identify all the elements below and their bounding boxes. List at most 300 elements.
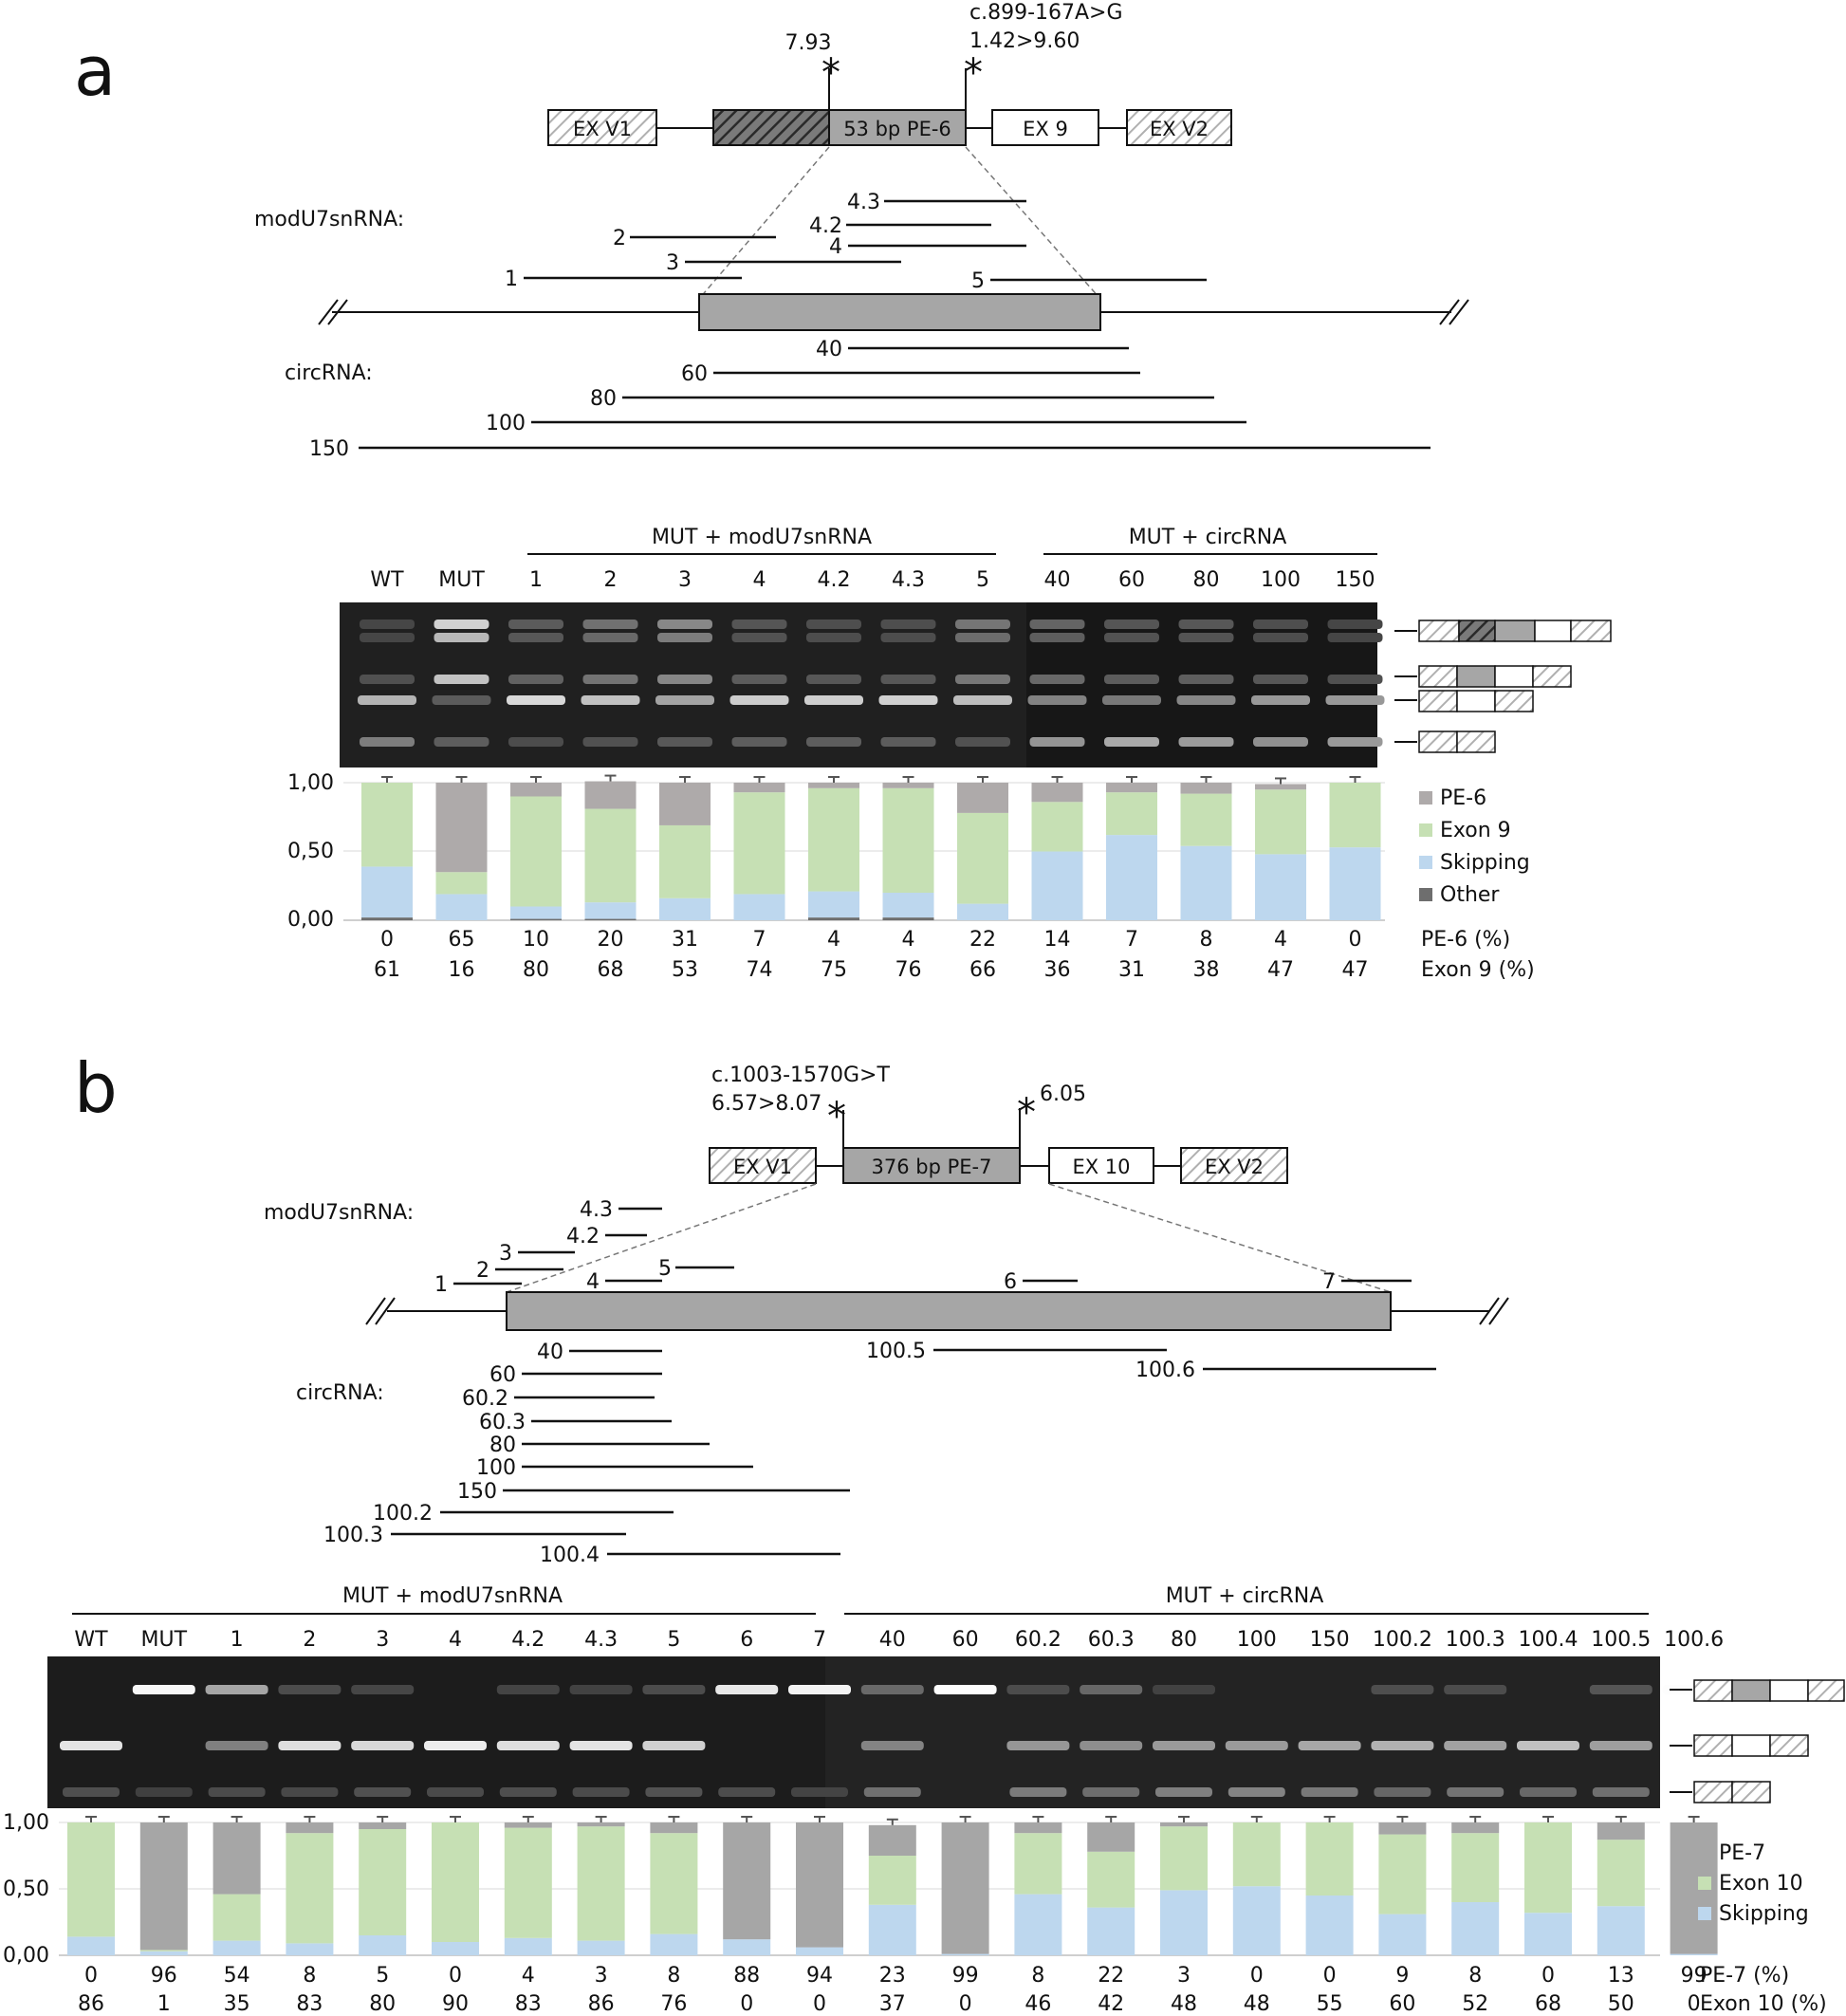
circ-label-item: 40 — [537, 1341, 563, 1364]
row-value: 3 — [594, 1964, 608, 1988]
gel-band — [861, 1685, 924, 1694]
bar-segment-skipping — [1306, 1896, 1354, 1955]
row-value: 7 — [1125, 928, 1138, 952]
pseudoexon-zoom — [507, 1292, 1391, 1330]
exon-label: EX V2 — [1149, 118, 1209, 140]
gel-band — [1080, 1741, 1142, 1750]
gel-band — [278, 1685, 341, 1694]
gel-band — [1030, 633, 1085, 642]
bar-segment-pe-6 — [1181, 783, 1232, 794]
circ-label-item: 100.5 — [866, 1340, 926, 1363]
bar-segment-skipping — [957, 904, 1008, 920]
oligo-label: 3 — [499, 1242, 512, 1266]
gel-band — [881, 675, 936, 684]
row-value: 0 — [813, 1992, 826, 2016]
bar-segment-exon-10 — [1160, 1826, 1208, 1890]
gel-lane-label: 6 — [740, 1628, 754, 1652]
row-value: 88 — [733, 1964, 761, 1988]
bar-segment-exon-9 — [1106, 792, 1157, 835]
gel-lane-label: 40 — [878, 1628, 906, 1652]
gel-band — [583, 737, 638, 747]
circ-label-item: 100 — [486, 412, 526, 435]
gel-lane-label: 80 — [1192, 568, 1220, 592]
row-value: 36 — [1043, 958, 1071, 982]
bar-segment-pe-7 — [578, 1822, 625, 1826]
gel-lane-label: 7 — [813, 1628, 826, 1652]
y-tick-label: 0,50 — [3, 1877, 49, 1901]
gel-band — [497, 1741, 560, 1750]
gel-lane-label: 100.3 — [1445, 1628, 1505, 1652]
gel-lane-label: 150 — [1335, 568, 1375, 592]
gel-lane-label: 150 — [1309, 1628, 1350, 1652]
panel-b-letter: b — [74, 1048, 118, 1128]
gel-band — [1520, 1787, 1577, 1797]
row-value: 74 — [746, 958, 773, 982]
gel-lane-label: 1 — [529, 568, 543, 592]
intron-retained-region — [713, 110, 829, 145]
gel-lane-label: 100.6 — [1664, 1628, 1725, 1652]
bar-segment-skipping — [659, 898, 711, 920]
row-value: 8 — [667, 1964, 681, 1988]
bar-segment-pe-6 — [510, 783, 562, 797]
gel-band — [804, 695, 863, 705]
bar-segment-skipping — [1255, 854, 1306, 920]
row-value: 68 — [1535, 1992, 1561, 2016]
row-value: 8 — [303, 1964, 317, 1988]
gel-band — [354, 1787, 411, 1797]
row-value: 76 — [660, 1992, 688, 2016]
gene-diagram-a — [548, 1, 1231, 299]
circ-label-item: 150 — [309, 437, 349, 461]
row-value: 4 — [827, 928, 840, 952]
row-value: 31 — [1118, 958, 1145, 982]
row-value: 8 — [1468, 1964, 1483, 1988]
gel-band — [1006, 1741, 1069, 1750]
circ-label-item: 100.3 — [323, 1524, 383, 1547]
bar-segment-pe-6 — [957, 783, 1008, 813]
gel-band — [1328, 737, 1383, 747]
bar-segment-exon-10 — [1233, 1822, 1281, 1886]
gel-band — [1179, 633, 1234, 642]
gel-lane-label: 5 — [667, 1628, 681, 1652]
gel-band — [955, 633, 1010, 642]
gel-band — [864, 1787, 921, 1797]
gel-band — [1028, 695, 1087, 705]
exon-label: EX V2 — [1204, 1156, 1265, 1178]
variant-name: c.1003-1570G>T — [711, 1063, 890, 1087]
gel-band — [1006, 1685, 1069, 1694]
gel-band — [806, 620, 861, 629]
row-value: 99 — [951, 1964, 979, 1988]
row-value: 47 — [1267, 958, 1294, 982]
gel-band — [1371, 1741, 1433, 1750]
row-value: 61 — [374, 958, 400, 982]
row-value: 7 — [752, 928, 766, 952]
zoom-diagram-a — [319, 294, 1468, 330]
gel-group-circ: MUT + circRNA — [1165, 1584, 1324, 1608]
row-value: 0 — [84, 1964, 98, 1988]
gel-group-modu7: MUT + modU7snRNA — [342, 1584, 563, 1608]
gel-lane-label: 2 — [303, 1628, 317, 1652]
bar-segment-skipping — [140, 1951, 188, 1955]
oligo-label: 1 — [505, 268, 518, 291]
bar-segment-pe-7 — [1160, 1822, 1208, 1826]
gel-band — [1104, 675, 1159, 684]
gene-diagram-b — [507, 1063, 1391, 1292]
gel-band — [732, 620, 787, 629]
row-value: 0 — [380, 928, 394, 952]
row-value: 83 — [296, 1992, 323, 2016]
gel-band — [1253, 633, 1308, 642]
gel-band — [730, 695, 789, 705]
bar-segment-pe-7 — [1597, 1822, 1645, 1840]
row-value: 96 — [150, 1964, 177, 1988]
gel-band — [433, 695, 491, 705]
bar-segment-exon-10 — [1306, 1822, 1354, 1896]
bar-segment-exon-9 — [1032, 802, 1083, 851]
asterisk-icon: * — [827, 1095, 846, 1138]
row-value: 23 — [878, 1964, 906, 1988]
row-value: 22 — [969, 928, 996, 952]
y-tick-label: 0,00 — [3, 1944, 49, 1968]
gel-lane-label: MUT — [140, 1628, 188, 1652]
bar-segment-skipping — [808, 892, 859, 918]
bar-segment-skipping — [1014, 1895, 1061, 1955]
gel-lane-label: MUT — [438, 568, 485, 592]
gel-band — [1253, 675, 1308, 684]
gel-band — [206, 1741, 268, 1750]
gel-band — [360, 633, 415, 642]
oligo-label: 4.2 — [809, 214, 842, 238]
bar-segment-skipping — [67, 1936, 115, 1955]
gel-band — [351, 1741, 414, 1750]
legend-label: Exon 10 — [1719, 1872, 1803, 1896]
row-label: PE-7 (%) — [1700, 1964, 1790, 1988]
bar-segment-skipping — [585, 902, 637, 918]
gel-band — [583, 675, 638, 684]
gel-band — [1226, 1741, 1288, 1750]
bar-segment-other — [808, 917, 859, 920]
row-value: 22 — [1098, 1964, 1125, 1988]
row-value: 4 — [901, 928, 915, 952]
bar-segment-exon-10 — [505, 1828, 552, 1938]
gel-band — [1030, 737, 1085, 747]
row-value: 0 — [1687, 1992, 1701, 2016]
gel-band — [806, 675, 861, 684]
row-value: 20 — [597, 928, 624, 952]
bar-segment-skipping — [213, 1941, 261, 1955]
row-value: 9 — [1395, 1964, 1410, 1988]
gel-band — [791, 1787, 848, 1797]
legend-label: Skipping — [1440, 851, 1530, 875]
row-value: 47 — [1341, 958, 1369, 982]
row-value: 94 — [806, 1964, 833, 1988]
gel-band — [881, 620, 936, 629]
modu7-label: modU7snRNA: — [264, 1201, 415, 1225]
gel-lane-label: 2 — [603, 568, 618, 592]
bar-segment-skipping — [361, 866, 413, 917]
row-value: 5 — [376, 1964, 390, 1988]
zoom-diagram-b — [366, 1292, 1508, 1330]
row-value: 1 — [157, 1992, 171, 2016]
gel-band — [732, 675, 787, 684]
transcript-schematics-b — [1670, 1680, 1844, 1803]
exon-label: EX V1 — [572, 118, 633, 140]
gel-band — [60, 1741, 122, 1750]
gel-band — [434, 675, 489, 684]
bar-segment-exon-9 — [436, 872, 488, 894]
gel-band — [1299, 1741, 1361, 1750]
bar-segment-skipping — [734, 894, 785, 920]
gel-band — [1593, 1787, 1650, 1797]
panel-b — [3, 1048, 1844, 2016]
bar-segment-skipping — [1671, 1954, 1718, 1955]
circ-label-item: 100 — [476, 1456, 516, 1480]
bar-segment-pe-6 — [1106, 783, 1157, 792]
modu7-label: modU7snRNA: — [254, 208, 405, 231]
bar-segment-skipping — [359, 1935, 406, 1955]
modu7-oligos-a — [505, 191, 1207, 293]
gel-band — [642, 1685, 705, 1694]
row-value: 8 — [1031, 1964, 1045, 1988]
site-score: 6.05 — [1040, 1082, 1086, 1106]
row-value: 31 — [672, 928, 698, 952]
oligo-label: 4.3 — [580, 1198, 613, 1222]
row-value: 0 — [1322, 1964, 1337, 1988]
row-value: 16 — [448, 958, 475, 982]
bar-segment-pe-7 — [796, 1822, 843, 1948]
legend-a — [1419, 786, 1530, 907]
gel-band — [1251, 695, 1310, 705]
panel-a-letter: a — [74, 31, 117, 111]
bar-segment-skipping — [1330, 847, 1381, 920]
gel-band — [360, 620, 415, 629]
asterisk-icon: * — [1017, 1091, 1036, 1135]
bar-segment-skipping — [436, 894, 488, 920]
row-value: 53 — [672, 958, 698, 982]
gel-band — [508, 675, 563, 684]
circ-label-item: 100.6 — [1135, 1359, 1195, 1382]
gel-group-circ: MUT + circRNA — [1128, 526, 1287, 549]
gel-band — [955, 737, 1010, 747]
gel-band — [861, 1741, 924, 1750]
gel-lane-label: 4 — [449, 1628, 462, 1652]
row-value: 55 — [1316, 1992, 1343, 2016]
row-value: 68 — [597, 958, 624, 982]
oligo-label: 4 — [586, 1270, 600, 1294]
bar-segment-pe-6 — [436, 783, 488, 872]
gel-band — [879, 695, 938, 705]
circ-label-item: 60 — [489, 1363, 516, 1387]
bar-segment-pe-7 — [869, 1825, 916, 1856]
circ-label-item: 100.4 — [540, 1544, 600, 1567]
gel-band — [434, 620, 489, 629]
gel-band — [1177, 695, 1236, 705]
bar-segment-skipping — [432, 1942, 479, 1955]
bar-segment-exon-10 — [286, 1833, 333, 1943]
gel-lane-label: 100 — [1261, 568, 1301, 592]
bar-segment-exon-9 — [510, 797, 562, 907]
gel-band — [1080, 1685, 1142, 1694]
row-value: 0 — [449, 1964, 462, 1988]
bar-segment-skipping — [578, 1941, 625, 1955]
gel-band — [715, 1685, 778, 1694]
bar-segment-exon-9 — [957, 813, 1008, 904]
bar-segment-exon-9 — [734, 792, 785, 894]
oligo-label: 1 — [434, 1273, 448, 1297]
row-value: 0 — [740, 1992, 754, 2016]
gel-band — [1228, 1787, 1285, 1797]
bar-segment-pe-7 — [650, 1822, 697, 1833]
gel-lane-label: 60 — [951, 1628, 979, 1652]
bar-segment-pe-7 — [213, 1822, 261, 1895]
gel-band — [806, 633, 861, 642]
row-value: 60 — [1389, 1992, 1416, 2016]
bar-segment-exon-10 — [359, 1829, 406, 1935]
bar-segment-exon-9 — [659, 825, 711, 898]
bar-segment-skipping — [1032, 852, 1083, 921]
bar-segment-pe-7 — [140, 1822, 188, 1950]
row-value: 8 — [1199, 928, 1213, 952]
gel-band — [1104, 620, 1159, 629]
gel-band — [434, 737, 489, 747]
oligo-label: 7 — [1322, 1270, 1336, 1294]
bar-segment-other — [883, 917, 934, 920]
gel-band — [360, 675, 415, 684]
gel-band — [583, 620, 638, 629]
gel-lane-label: 40 — [1043, 568, 1071, 592]
row-value: 10 — [523, 928, 549, 952]
pseudoexon-label: 53 bp PE-6 — [843, 118, 951, 140]
gel-band — [358, 695, 416, 705]
row-value: 76 — [895, 958, 922, 982]
bar-segment-exon-10 — [432, 1822, 479, 1942]
bar-segment-skipping — [723, 1939, 770, 1955]
gel-image-a — [340, 602, 1385, 768]
modu7-oligos-b — [434, 1198, 1412, 1297]
bar-segment-exon-9 — [808, 788, 859, 892]
row-value: 52 — [1462, 1992, 1489, 2016]
gel-band — [642, 1741, 705, 1750]
gel-band — [1009, 1787, 1066, 1797]
gel-band — [1153, 1741, 1215, 1750]
row-value: 48 — [1243, 1992, 1270, 2016]
gel-band — [1153, 1685, 1215, 1694]
gel-band — [1104, 633, 1159, 642]
bar-segment-exon-10 — [1087, 1852, 1135, 1908]
gel-band — [570, 1741, 633, 1750]
variant-score: 6.57>8.07 — [711, 1092, 822, 1116]
bar-segment-exon-10 — [213, 1895, 261, 1941]
gel-band — [1328, 620, 1383, 629]
gel-lane-label: 100.4 — [1518, 1628, 1578, 1652]
bar-segment-exon-9 — [361, 783, 413, 866]
gel-band — [507, 695, 565, 705]
legend-label: Exon 9 — [1440, 819, 1511, 842]
gel-band — [508, 633, 563, 642]
gel-band — [1030, 620, 1085, 629]
gel-band — [1179, 737, 1234, 747]
gel-band — [1253, 620, 1308, 629]
oligo-label: 3 — [666, 251, 679, 275]
gel-band — [424, 1741, 487, 1750]
gel-lane-labels-b — [74, 1628, 1724, 1652]
bar-segment-skipping — [1597, 1906, 1645, 1955]
gel-band — [351, 1685, 414, 1694]
gel-band — [1030, 675, 1085, 684]
variant-name: c.899-167A>G — [969, 1, 1123, 25]
row-value: 80 — [369, 1992, 397, 2016]
gel-lane-label: 4.3 — [584, 1628, 618, 1652]
bar-segment-exon-10 — [1378, 1835, 1426, 1914]
gel-band — [209, 1787, 266, 1797]
gel-band — [1517, 1741, 1579, 1750]
circ-label: circRNA: — [285, 361, 373, 385]
row-value: 35 — [223, 1992, 250, 2016]
gel-band — [1444, 1741, 1506, 1750]
gel-band — [732, 737, 787, 747]
gel-band — [955, 620, 1010, 629]
exon-label: EX 9 — [1023, 118, 1068, 140]
bar-segment-exon-10 — [67, 1822, 115, 1936]
bar-segment-skipping — [1181, 846, 1232, 920]
gel-band — [881, 737, 936, 747]
bar-segment-exon-9 — [1255, 789, 1306, 854]
y-tick-label: 1,00 — [287, 771, 334, 795]
oligo-label: 4.3 — [847, 191, 880, 214]
oligo-label: 6 — [1004, 1270, 1017, 1294]
bar-segment-pe-7 — [505, 1822, 552, 1828]
pseudoexon-zoom — [699, 294, 1100, 330]
legend-label: Skipping — [1719, 1902, 1809, 1926]
oligo-label: 2 — [613, 227, 626, 250]
bar-segment-skipping — [505, 1938, 552, 1955]
circ-label-item: 80 — [590, 387, 617, 411]
gel-band — [583, 633, 638, 642]
gel-band — [1590, 1685, 1652, 1694]
bar-segment-pe-6 — [659, 783, 711, 825]
gel-lane-label: 100.2 — [1372, 1628, 1432, 1652]
bar-segment-pe-6 — [1032, 783, 1083, 802]
gel-lane-label: 100 — [1236, 1628, 1277, 1652]
bar-segment-skipping — [796, 1948, 843, 1955]
gel-band — [278, 1741, 341, 1750]
gel-band — [657, 675, 712, 684]
gel-band — [1326, 695, 1385, 705]
row-value: 0 — [1249, 1964, 1264, 1988]
row-value: 86 — [587, 1992, 615, 2016]
gel-band — [63, 1787, 120, 1797]
gel-band — [434, 633, 489, 642]
bar-segment-pe-7 — [1451, 1822, 1499, 1833]
row-label: Exon 10 (%) — [1700, 1992, 1827, 2016]
gel-lane-label: 60.3 — [1087, 1628, 1135, 1652]
gel-band — [281, 1787, 338, 1797]
gel-lane-labels-a — [370, 568, 1375, 592]
oligo-label: 4 — [829, 235, 842, 259]
gel-lane-label: 60 — [1118, 568, 1145, 592]
variant-score: 1.42>9.60 — [969, 29, 1080, 53]
bar-segment-pe-7 — [286, 1822, 333, 1833]
bar-segment-skipping — [869, 1905, 916, 1955]
oligo-label: 4.2 — [566, 1225, 600, 1248]
bar-segment-exon-10 — [650, 1833, 697, 1933]
gel-band — [718, 1787, 775, 1797]
row-value: 4 — [521, 1964, 535, 1988]
row-value: 42 — [1098, 1992, 1125, 2016]
row-value: 75 — [821, 958, 847, 982]
gel-band — [500, 1787, 557, 1797]
